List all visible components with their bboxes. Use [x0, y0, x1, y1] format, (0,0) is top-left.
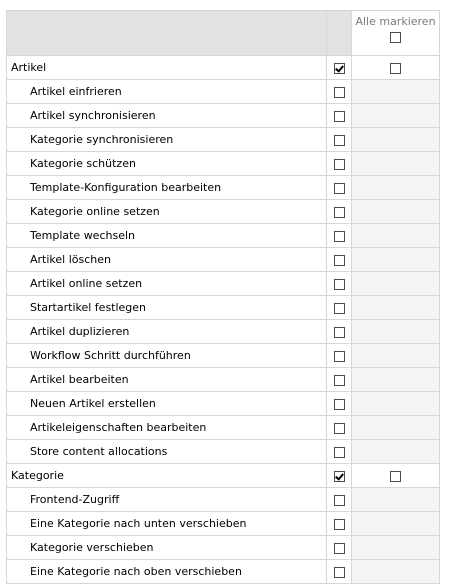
permission-cell-check: [327, 536, 352, 560]
permission-checkbox[interactable]: [334, 159, 345, 170]
permission-row: [7, 512, 440, 536]
permission-cell-check: [327, 440, 352, 464]
permission-label: Startartikel festlegen: [7, 296, 327, 320]
permission-cell-empty: [352, 368, 440, 392]
permission-label: Artikel online setzen: [7, 272, 327, 296]
permission-cell-check: [327, 320, 352, 344]
permission-cell-empty: [352, 560, 440, 584]
permissions-table: [6, 10, 440, 584]
header-name-cell: [7, 11, 327, 56]
permission-checkbox[interactable]: [334, 495, 345, 506]
permission-row: [7, 248, 440, 272]
permission-cell-empty: [352, 536, 440, 560]
permission-label: Frontend-Zugriff: [7, 488, 327, 512]
permission-label: Template wechseln: [7, 224, 327, 248]
permission-label: Eine Kategorie nach oben verschieben: [7, 560, 327, 584]
permission-label: Neuen Artikel erstellen: [7, 392, 327, 416]
permission-row: [7, 176, 440, 200]
group-checkbox[interactable]: [334, 471, 345, 482]
permission-cell-empty: [352, 152, 440, 176]
permission-cell-empty: [352, 392, 440, 416]
permission-row: [7, 488, 440, 512]
permission-label: Artikel einfrieren: [7, 80, 327, 104]
permission-checkbox[interactable]: [334, 351, 345, 362]
permission-row: [7, 272, 440, 296]
group-checkbox[interactable]: [334, 63, 345, 74]
permission-checkbox[interactable]: [334, 231, 345, 242]
permission-checkbox[interactable]: [334, 135, 345, 146]
permission-checkbox[interactable]: [334, 543, 345, 554]
permission-row: [7, 368, 440, 392]
permission-row: [7, 128, 440, 152]
group-cell-check: [327, 464, 352, 488]
permission-checkbox[interactable]: [334, 207, 345, 218]
group-cell-select-all: [352, 56, 440, 80]
permission-label: Artikel duplizieren: [7, 320, 327, 344]
permission-label: Kategorie verschieben: [7, 536, 327, 560]
permission-row: [7, 80, 440, 104]
permission-label: Kategorie online setzen: [7, 200, 327, 224]
select-all-checkbox[interactable]: [390, 32, 401, 43]
permission-checkbox[interactable]: [334, 519, 345, 530]
permission-cell-empty: [352, 440, 440, 464]
group-row: [7, 56, 440, 80]
permission-label: Artikeleigenschaften bearbeiten: [7, 416, 327, 440]
permission-cell-check: [327, 296, 352, 320]
permission-label: Template-Konfiguration bearbeiten: [7, 176, 327, 200]
select-all-label: Alle markieren: [355, 15, 436, 28]
permission-row: [7, 560, 440, 584]
permission-checkbox[interactable]: [334, 423, 345, 434]
permission-row: [7, 536, 440, 560]
permission-row: [7, 416, 440, 440]
permission-label: Artikel löschen: [7, 248, 327, 272]
group-label: Kategorie: [7, 464, 327, 488]
permission-row: [7, 224, 440, 248]
permission-row: [7, 392, 440, 416]
permission-cell-check: [327, 488, 352, 512]
permission-cell-check: [327, 128, 352, 152]
group-cell-check: [327, 56, 352, 80]
permission-row: [7, 104, 440, 128]
permission-row: [7, 296, 440, 320]
permission-checkbox[interactable]: [334, 111, 345, 122]
permission-cell-empty: [352, 176, 440, 200]
permission-row: [7, 344, 440, 368]
permission-cell-empty: [352, 296, 440, 320]
group-label: Artikel: [7, 56, 327, 80]
permission-cell-check: [327, 80, 352, 104]
permission-label: Store content allocations: [7, 440, 327, 464]
permission-cell-check: [327, 104, 352, 128]
group-select-all-checkbox[interactable]: [390, 471, 401, 482]
group-row: [7, 464, 440, 488]
permission-cell-check: [327, 224, 352, 248]
permission-checkbox[interactable]: [334, 183, 345, 194]
permission-checkbox[interactable]: [334, 87, 345, 98]
permission-cell-check: [327, 392, 352, 416]
permission-label: Workflow Schritt durchführen: [7, 344, 327, 368]
permission-checkbox[interactable]: [334, 375, 345, 386]
permission-cell-empty: [352, 416, 440, 440]
permission-checkbox[interactable]: [334, 279, 345, 290]
permission-cell-check: [327, 560, 352, 584]
permission-row: [7, 440, 440, 464]
permission-cell-empty: [352, 128, 440, 152]
permission-cell-empty: [352, 104, 440, 128]
group-cell-select-all: [352, 464, 440, 488]
permission-cell-empty: [352, 248, 440, 272]
permission-cell-check: [327, 512, 352, 536]
table-header-row: [7, 11, 440, 56]
permission-label: Kategorie synchronisieren: [7, 128, 327, 152]
permission-cell-empty: [352, 512, 440, 536]
permissions-body: [7, 56, 440, 584]
permission-checkbox[interactable]: [334, 399, 345, 410]
permission-cell-empty: [352, 80, 440, 104]
permission-cell-empty: [352, 488, 440, 512]
permission-label: Artikel synchronisieren: [7, 104, 327, 128]
select-all-header: [352, 11, 440, 56]
permission-cell-check: [327, 152, 352, 176]
header-check-cell: [327, 11, 352, 56]
permission-cell-check: [327, 200, 352, 224]
permission-checkbox[interactable]: [334, 327, 345, 338]
permission-cell-check: [327, 176, 352, 200]
permission-checkbox[interactable]: [334, 303, 345, 314]
permission-cell-empty: [352, 200, 440, 224]
permission-checkbox[interactable]: [334, 255, 345, 266]
permission-cell-check: [327, 344, 352, 368]
permission-label: Kategorie schützen: [7, 152, 327, 176]
permission-cell-empty: [352, 344, 440, 368]
permission-cell-check: [327, 248, 352, 272]
permission-row: [7, 200, 440, 224]
permission-cell-check: [327, 368, 352, 392]
permission-label: Eine Kategorie nach unten verschieben: [7, 512, 327, 536]
permission-label: Artikel bearbeiten: [7, 368, 327, 392]
permission-cell-empty: [352, 224, 440, 248]
group-select-all-checkbox[interactable]: [390, 63, 401, 74]
permission-row: [7, 152, 440, 176]
permission-checkbox[interactable]: [334, 447, 345, 458]
permission-cell-check: [327, 416, 352, 440]
permission-cell-empty: [352, 320, 440, 344]
permission-row: [7, 320, 440, 344]
permission-checkbox[interactable]: [334, 567, 345, 578]
permission-cell-empty: [352, 272, 440, 296]
permission-cell-check: [327, 272, 352, 296]
